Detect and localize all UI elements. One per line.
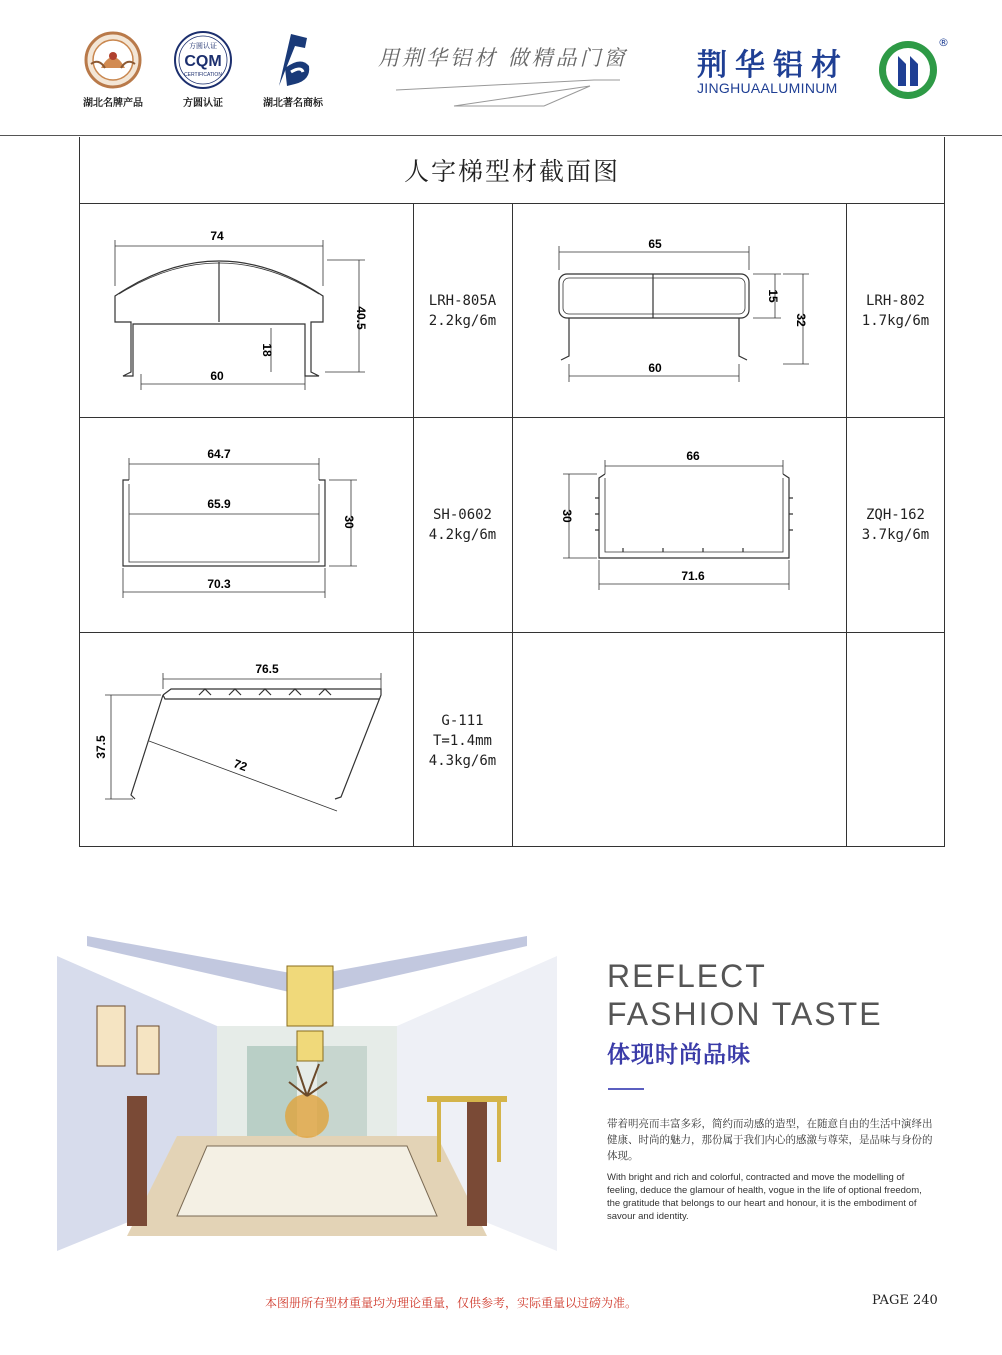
profile-thickness: T=1.4mm (432, 733, 492, 749)
dim-label: 40.5 (354, 306, 368, 330)
brand-name-en: JINGHUAALUMINUM (697, 80, 838, 96)
profile-drawing-g-111 (79, 633, 413, 846)
profile-weight: 4.2kg/6m (428, 527, 497, 543)
profile-weight: 3.7kg/6m (861, 527, 930, 543)
feature-heading-line2: FASHION TASTE (607, 996, 883, 1032)
dim-label: 60 (648, 361, 662, 375)
dim-label: 30 (560, 509, 574, 523)
cqm-certification-icon (158, 28, 248, 92)
dim-label: 64.7 (207, 447, 231, 461)
profile-drawing-lrh-805a (79, 204, 413, 417)
dim-label: 72 (231, 756, 250, 775)
cqm-logo-text: CQM (184, 53, 222, 70)
dim-label: 65 (648, 237, 662, 251)
cert-caption: 湖北著名商标 (263, 98, 323, 109)
profile-weight: 1.7kg/6m (861, 313, 930, 329)
cqm-top-text: 方圆认证 (189, 43, 217, 50)
cert-hubei-brand (68, 28, 158, 109)
dim-label: 60 (210, 369, 224, 383)
dim-label: 37.5 (94, 735, 108, 759)
profile-code: ZQH-162 (865, 507, 925, 523)
cert-caption: 湖北名牌产品 (83, 98, 143, 109)
dim-label: 15 (766, 289, 780, 303)
profile-drawing-zqh-162 (513, 418, 846, 632)
dim-label: 30 (342, 515, 356, 529)
profile-label-lrh-802 (847, 291, 944, 331)
profile-weight: 4.3kg/6m (428, 753, 497, 769)
interior-dining-illustration (57, 936, 557, 1251)
trademark-emblem-icon (248, 28, 338, 92)
cert-caption: 方圆认证 (183, 98, 223, 109)
table-title: 人字梯型材截面图 (403, 157, 620, 186)
profile-code: LRH-805A (428, 293, 497, 309)
profile-label-g-111 (413, 711, 512, 771)
dim-label: 65.9 (207, 497, 231, 511)
profile-drawing-lrh-802 (513, 204, 846, 417)
dim-label: 32 (794, 313, 808, 327)
feature-body-cn: 带着明亮而丰富多彩，简约而动感的造型，在随意自由的生活中演绎出健康、时尚的魅力，那份属于我们内心的感激与尊荣，是品味与身份的体现。 (607, 1118, 933, 1162)
dim-label: 71.6 (681, 569, 705, 583)
header-divider (0, 135, 1002, 136)
profile-weight: 2.2kg/6m (428, 313, 497, 329)
table-border (944, 137, 945, 847)
profile-code: SH-0602 (432, 507, 492, 523)
profile-label-lrh-805a (413, 291, 512, 331)
hubei-brand-emblem-icon (68, 28, 158, 92)
dim-label: 70.3 (207, 577, 231, 591)
profile-drawing-sh-0602 (79, 418, 413, 632)
page-number: PAGE 240 (872, 1293, 938, 1308)
feature-body-en: With bright and rich and colorful, contracted and move the modelling of feeling, deduce the glamour of health, vogue in the life of optional freedom, the gratitude that belongs to our heart and honour, it is the embodiment of savour and identity. (607, 1172, 922, 1222)
feature-heading-cn: 体现时尚品味 (607, 1042, 751, 1068)
profile-label-zqh-162 (847, 505, 944, 545)
profile-code: LRH-802 (865, 293, 925, 309)
slogan: 用荆华铝材 做精品门窗 (378, 46, 628, 70)
weight-disclaimer: 本图册所有型材重量均为理论重量，仅供参考，实际重量以过磅为准。 (265, 1296, 638, 1310)
dim-label: 76.5 (255, 662, 279, 676)
jinghua-logo-icon (876, 36, 942, 102)
cert-cqm (158, 28, 248, 109)
dim-label: 74 (210, 229, 224, 243)
brand-name-cn: 荆华铝材 (697, 48, 849, 83)
feature-heading-line1: REFLECT (607, 958, 767, 994)
cert-hubei-trademark (248, 28, 338, 109)
profile-table (79, 137, 945, 847)
cqm-bottom-text: CERTIFICATION (184, 72, 222, 78)
dim-label: 66 (686, 449, 700, 463)
registered-mark: ® (938, 36, 949, 49)
slogan-swoosh-icon (394, 76, 620, 110)
feature-accent-bar (608, 1088, 644, 1090)
dim-label: 18 (260, 343, 274, 357)
profile-label-sh-0602 (413, 505, 512, 545)
profile-code: G-111 (441, 713, 484, 729)
